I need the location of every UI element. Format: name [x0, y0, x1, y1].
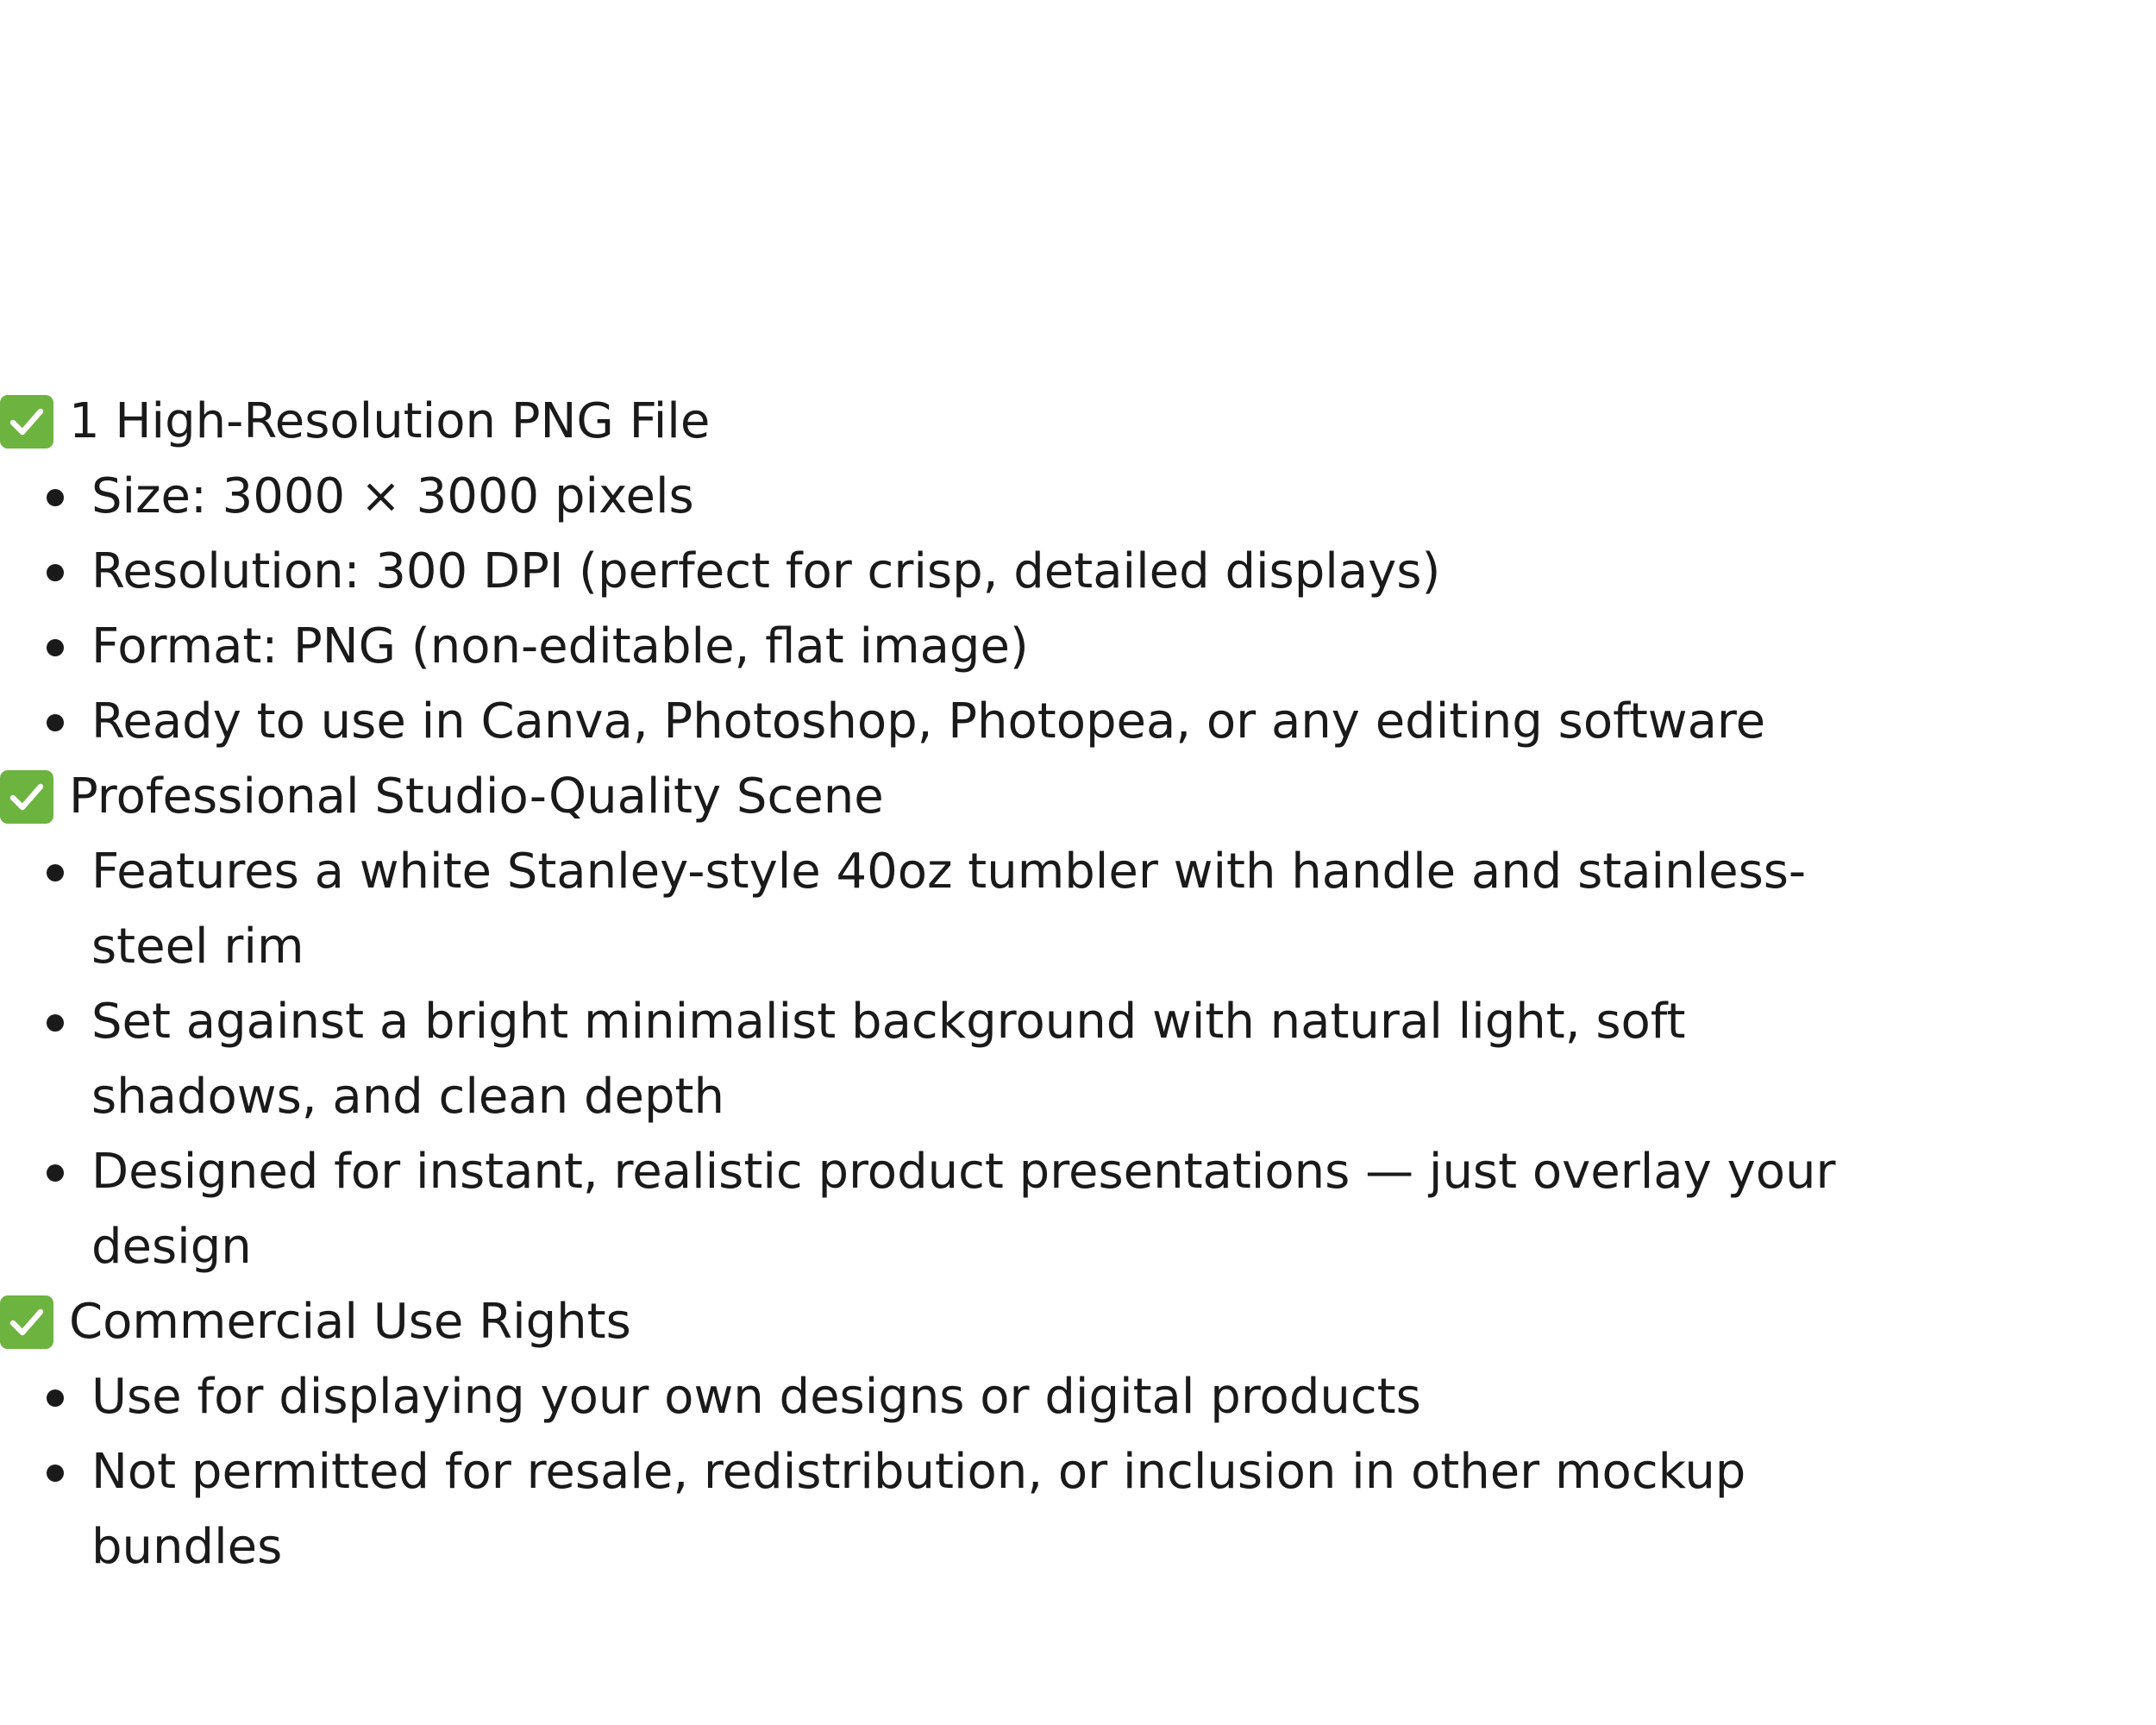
section-heading-text: Professional Studio-Quality Scene [69, 768, 884, 825]
section-commercial-rights [0, 1284, 1897, 1584]
list-item-text: Not permitted for resale, redistribution, or inclusion in other mockup bundles [91, 1444, 1746, 1575]
list-item [0, 1134, 1868, 1284]
list-item-text: Size: 3000 × 3000 pixels [91, 468, 694, 524]
bullet-icon [47, 714, 64, 731]
list-item-text: Ready to use in Canva, Photoshop, Photopea, or any editing software [91, 693, 1766, 750]
bullet-icon [47, 864, 64, 881]
bullet-icon [47, 564, 64, 581]
list-item [0, 1434, 1868, 1584]
list-item [0, 1359, 1868, 1434]
bullet-icon [47, 489, 64, 506]
bullet-icon [47, 1164, 64, 1182]
list-item-text: Features a white Stanley-style 40oz tumbler with handle and stainless-steel rim [91, 844, 1807, 975]
list-item [0, 534, 1868, 609]
list-item [0, 834, 1868, 984]
product-details [0, 384, 1897, 1584]
bullet-list [0, 834, 1897, 1284]
bullet-icon [47, 639, 64, 656]
list-item-text: Resolution: 300 DPI (perfect for crisp, detailed displays) [91, 543, 1441, 599]
list-item [0, 459, 1868, 534]
bullet-list [0, 459, 1897, 759]
section-heading [0, 1284, 1897, 1359]
section-studio-scene [0, 759, 1897, 1284]
check-mark-button-icon [0, 1295, 53, 1349]
list-item-text: Use for displaying your own designs or digital products [91, 1369, 1421, 1425]
bullet-list [0, 1359, 1897, 1584]
check-mark-button-icon [0, 395, 53, 448]
bullet-icon [47, 1389, 64, 1407]
list-item [0, 609, 1868, 684]
list-item-text: Format: PNG (non-editable, flat image) [91, 618, 1029, 674]
list-item [0, 684, 1868, 759]
check-mark-button-icon [0, 770, 53, 824]
section-heading-text: 1 High-Resolution PNG File [69, 393, 711, 449]
section-heading [0, 759, 1897, 834]
section-heading [0, 384, 1897, 459]
list-item-text: Set against a bright minimalist background with natural light, soft shadows, and clean depth [91, 994, 1686, 1125]
list-item [0, 984, 1868, 1134]
bullet-icon [47, 1465, 64, 1482]
bullet-icon [47, 1014, 64, 1032]
section-png-file [0, 384, 1897, 759]
section-heading-text: Commercial Use Rights [69, 1294, 631, 1350]
list-item-text: Designed for instant, realistic product presentations — just overlay your design [91, 1144, 1836, 1275]
